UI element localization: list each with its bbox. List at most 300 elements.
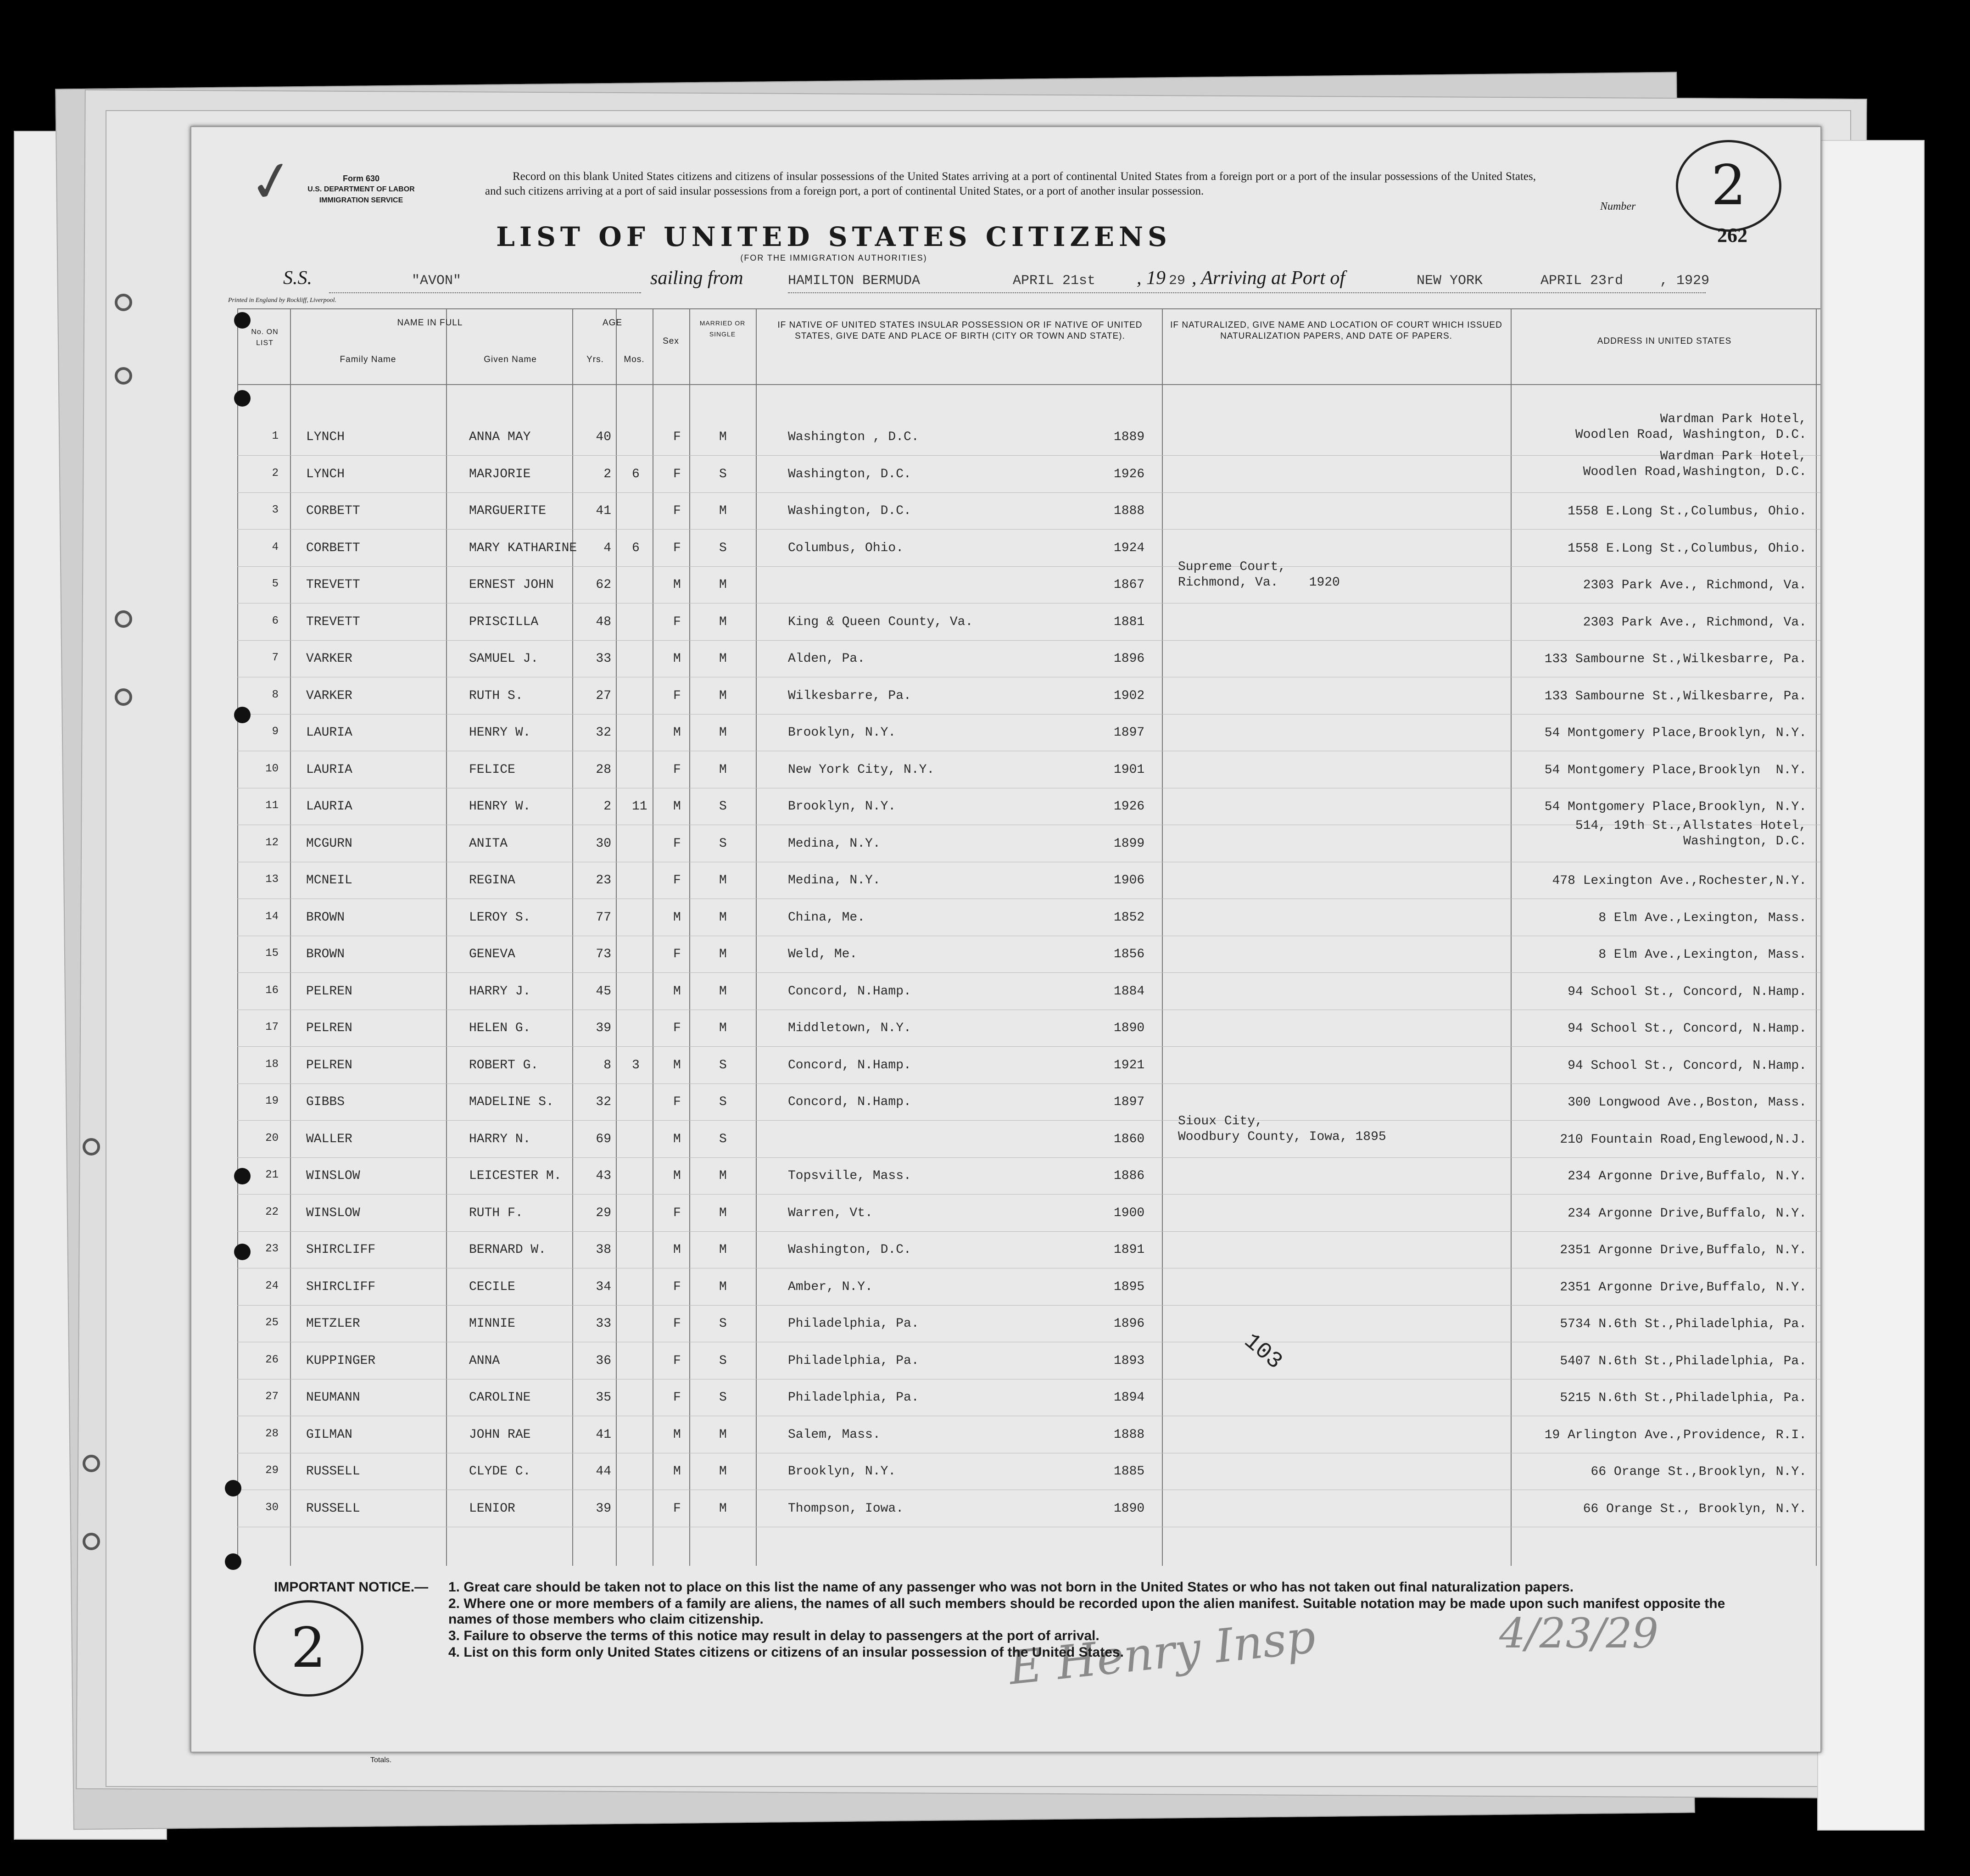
cell-address: 66 Orange St., Brooklyn, N.Y. [1583, 1502, 1807, 1516]
cell-sex: F [673, 430, 681, 444]
cell-no: 18 [265, 1058, 279, 1071]
departure-year: 29 [1169, 273, 1186, 289]
page-title: LIST OF UNITED STATES CITIZENS [496, 221, 1172, 252]
cell-birthyear: 1924 [1114, 541, 1145, 555]
cell-yrs: 4 [603, 541, 611, 555]
cell-married: M [719, 873, 727, 888]
header-rule [237, 384, 1820, 385]
cell-yrs: 40 [596, 430, 611, 444]
cell-birthplace: Brooklyn, N.Y. [788, 799, 896, 814]
header-married: MARRIED OR SINGLE [699, 319, 746, 338]
table-row [237, 642, 1820, 679]
cell-sex: F [673, 836, 681, 851]
cell-yrs: 41 [596, 504, 611, 518]
cell-birthplace: Warren, Vt. [788, 1206, 873, 1220]
arrival-year: , 1929 [1660, 273, 1710, 289]
table-row [237, 560, 1820, 605]
cell-given: CAROLINE [469, 1390, 531, 1405]
cell-married: M [719, 1021, 727, 1035]
cell-birthplace: Alden, Pa. [788, 652, 865, 666]
cell-yrs: 33 [596, 1317, 611, 1331]
cell-birthyear: 1897 [1114, 726, 1145, 740]
cell-sex: F [673, 1390, 681, 1405]
cell-address: 514, 19th St.,Allstates Hotel, Washington, D.C. [1575, 818, 1807, 849]
header-name: NAME IN FULL [397, 318, 463, 328]
cell-address: 94 School St., Concord, N.Hamp. [1568, 984, 1807, 999]
cell-address: 94 School St., Concord, N.Hamp. [1568, 1058, 1807, 1073]
table-row [237, 975, 1820, 1012]
cell-birthyear: 1926 [1114, 467, 1145, 481]
cell-no: 7 [272, 652, 279, 664]
header-address: ADDRESS IN UNITED STATES [1597, 336, 1732, 346]
cell-birthplace: China, Me. [788, 910, 865, 925]
cell-married: S [719, 1132, 727, 1146]
cell-no: 27 [265, 1390, 279, 1403]
cell-given: MARGUERITE [469, 504, 547, 518]
cell-birthyear: 1896 [1114, 652, 1145, 666]
cell-birthyear: 1856 [1114, 947, 1145, 961]
cell-birthyear: 1884 [1114, 984, 1145, 999]
row-rule [237, 1046, 1820, 1047]
punch-hole [234, 390, 251, 407]
cell-given: ANITA [469, 836, 508, 851]
cell-given: ROBERT G. [469, 1058, 539, 1072]
form-identifier [269, 173, 453, 206]
notice-item: 3. Failure to observe the terms of this notice may result in delay to passengers at the port of arrival. [448, 1628, 1099, 1643]
cell-given: PRISCILLA [469, 614, 539, 629]
cell-birthplace: Medina, N.Y. [788, 873, 881, 888]
cell-birthplace: Philadelphia, Pa. [788, 1353, 919, 1368]
cell-sex: M [673, 1427, 681, 1442]
cell-sex: F [673, 1021, 681, 1035]
cell-address: 5407 N.6th St.,Philadelphia, Pa. [1560, 1354, 1807, 1368]
cell-birthyear: 1896 [1114, 1317, 1145, 1331]
cell-no: 10 [265, 762, 279, 775]
cell-birthyear: 1890 [1114, 1021, 1145, 1035]
cell-no: 13 [265, 873, 279, 886]
cell-married: S [719, 836, 727, 851]
cell-birthplace: Washington , D.C. [788, 430, 919, 444]
cell-family: RUSSELL [306, 1464, 360, 1479]
punch-hole [234, 1168, 251, 1184]
row-rule [237, 529, 1820, 530]
cell-no: 6 [272, 614, 279, 627]
cell-married: S [719, 1058, 727, 1072]
cell-given: SAMUEL J. [469, 652, 539, 666]
cell-birthplace: Washington, D.C. [788, 504, 911, 518]
cell-no: 3 [272, 504, 279, 516]
cell-married: M [719, 578, 727, 592]
cell-given: BERNARD W. [469, 1243, 547, 1257]
row-rule [237, 566, 1820, 567]
cell-family: WALLER [306, 1132, 352, 1146]
cell-given: HENRY W. [469, 726, 531, 740]
row-rule [237, 972, 1820, 973]
cell-yrs: 30 [596, 836, 611, 851]
cell-birthyear: 1899 [1114, 836, 1145, 851]
cell-yrs: 35 [596, 1390, 611, 1405]
cell-family: WINSLOW [306, 1206, 360, 1220]
table-row [237, 1114, 1820, 1160]
cell-sex: F [673, 541, 681, 555]
cell-given: MARJORIE [469, 467, 531, 481]
cell-married: M [719, 504, 727, 518]
cell-given: HENRY W. [469, 799, 531, 814]
cell-given: LEROY S. [469, 910, 531, 925]
service: IMMIGRATION SERVICE [319, 196, 403, 204]
cell-yrs: 39 [596, 1021, 611, 1035]
cell-no: 15 [265, 947, 279, 960]
cell-birthyear: 1860 [1114, 1132, 1145, 1146]
row-rule [237, 492, 1820, 493]
cell-no: 17 [265, 1021, 279, 1033]
intro-paragraph: Record on this blank United States citizens and citizens of insular possessions of the United States arriving at a port of continental United States from a foreign port or a port of the insular possessions of the United States, and such citizens arriving at a port of said insular possessions from a foreign port, a port of continental United States, or a port of another insular possession. [485, 170, 1536, 197]
cell-no: 29 [265, 1464, 279, 1477]
cell-family: GILMAN [306, 1427, 352, 1442]
ship-name: "AVON" [412, 273, 462, 289]
cell-given: HARRY N. [469, 1132, 531, 1146]
notice-list [448, 1580, 1733, 1661]
cell-sex: M [673, 1132, 681, 1146]
row-rule [237, 1157, 1820, 1158]
cell-married: M [719, 1206, 727, 1220]
cell-sex: M [673, 799, 681, 814]
cell-family: WINSLOW [306, 1169, 360, 1183]
cell-given: GENEVA [469, 947, 515, 961]
cell-given: HELEN G. [469, 1021, 531, 1035]
header-age: AGE [602, 318, 623, 328]
cell-sex: M [673, 1464, 681, 1479]
totals-label: Totals. [370, 1756, 392, 1764]
cell-no: 5 [272, 578, 279, 590]
cell-birthyear: 1921 [1114, 1058, 1145, 1072]
cell-address: 478 Lexington Ave.,Rochester,N.Y. [1552, 874, 1807, 888]
cell-address: 8 Elm Ave.,Lexington, Mass. [1598, 948, 1807, 962]
cell-sex: F [673, 762, 681, 777]
cell-sex: F [673, 1206, 681, 1220]
cell-yrs: 62 [596, 578, 611, 592]
signature-date: 4/23/29 [1499, 1609, 1658, 1658]
cell-address: 2351 Argonne Drive,Buffalo, N.Y. [1560, 1280, 1807, 1295]
cell-family: RUSSELL [306, 1501, 360, 1516]
cell-no: 1 [272, 430, 279, 442]
table-row [237, 680, 1820, 716]
cell-birthplace: Columbus, Ohio. [788, 541, 904, 555]
header-family: Family Name [340, 355, 396, 364]
cell-no: 19 [265, 1095, 279, 1107]
row-rule [237, 1231, 1820, 1232]
cell-birthplace: Amber, N.Y. [788, 1279, 873, 1294]
table-row [237, 901, 1820, 938]
cell-birthyear: 1888 [1114, 504, 1145, 518]
cell-birthplace: King & Queen County, Va. [788, 614, 973, 629]
cell-given: FELICE [469, 762, 515, 777]
cell-family: LYNCH [306, 467, 345, 481]
cell-given: HARRY J. [469, 984, 531, 999]
cell-given: ANNA MAY [469, 430, 531, 444]
punch-hole [225, 1480, 241, 1496]
cell-yrs: 2 [603, 467, 611, 481]
cell-address: 5734 N.6th St.,Philadelphia, Pa. [1560, 1317, 1807, 1331]
punch-hole [83, 1138, 100, 1156]
table-row [237, 1086, 1820, 1122]
cell-yrs: 38 [596, 1243, 611, 1257]
cell-naturalized: Supreme Court, Richmond, Va. 1920 [1178, 560, 1340, 590]
cell-family: LAURIA [306, 726, 352, 740]
cell-family: VARKER [306, 652, 352, 666]
cell-no: 9 [272, 726, 279, 738]
cell-birthyear: 1889 [1114, 430, 1145, 444]
page-subtitle: (FOR THE IMMIGRATION AUTHORITIES) [740, 253, 927, 262]
cell-no: 21 [265, 1169, 279, 1181]
cell-no: 12 [265, 836, 279, 849]
cell-address: 94 School St., Concord, N.Hamp. [1568, 1022, 1807, 1036]
notice-heading: IMPORTANT NOTICE.— [274, 1580, 429, 1595]
cell-birthplace: Medina, N.Y. [788, 836, 881, 851]
cell-given: MINNIE [469, 1317, 515, 1331]
cell-birthyear: 1893 [1114, 1353, 1145, 1368]
cell-no: 20 [265, 1132, 279, 1145]
arrival-port: NEW YORK [1417, 273, 1483, 289]
cell-birthyear: 1902 [1114, 688, 1145, 703]
cell-address: 8 Elm Ave.,Lexington, Mass. [1598, 910, 1807, 925]
cell-birthplace: Philadelphia, Pa. [788, 1317, 919, 1331]
cell-family: TREVETT [306, 578, 360, 592]
inspector-signature: E Henry Insp [1006, 1609, 1318, 1695]
cell-no: 8 [272, 688, 279, 701]
cell-birthplace: Salem, Mass. [788, 1427, 881, 1442]
cell-address: 300 Longwood Ave.,Boston, Mass. [1568, 1095, 1807, 1110]
cell-married: S [719, 467, 727, 481]
cell-birthplace: Concord, N.Hamp. [788, 984, 911, 999]
cell-family: LAURIA [306, 799, 352, 814]
punch-hole [234, 312, 251, 329]
header-sex: Sex [663, 336, 679, 346]
cell-yrs: 36 [596, 1353, 611, 1368]
cell-address: 234 Argonne Drive,Buffalo, N.Y. [1568, 1206, 1807, 1221]
cell-birthyear: 1891 [1114, 1243, 1145, 1257]
cell-birthyear: 1901 [1114, 762, 1145, 777]
cell-address: 54 Montgomery Place,Brooklyn N.Y. [1544, 763, 1807, 777]
table-row [237, 495, 1820, 531]
cell-family: TREVETT [306, 614, 360, 629]
cell-address: 54 Montgomery Place,Brooklyn, N.Y. [1544, 726, 1807, 740]
cell-mos: 11 [632, 799, 647, 814]
cell-yrs: 45 [596, 984, 611, 999]
cell-sex: M [673, 1058, 681, 1072]
punch-hole [234, 707, 251, 723]
cell-married: S [719, 1095, 727, 1109]
cell-family: MCGURN [306, 836, 352, 851]
arriving-label: , Arriving at Port of [1192, 268, 1345, 289]
cell-birthplace: Wilkesbarre, Pa. [788, 688, 911, 703]
cell-married: M [719, 1243, 727, 1257]
cell-sex: F [673, 873, 681, 888]
cell-mos: 6 [632, 541, 640, 555]
cell-no: 26 [265, 1353, 279, 1366]
cell-given: RUTH S. [469, 688, 523, 703]
cell-no: 11 [265, 799, 279, 812]
row-rule [237, 1194, 1820, 1195]
printer-credit: Printed in England by Rockliff, Liverpool. [228, 297, 337, 304]
arrival-date: APRIL 23rd [1540, 273, 1624, 289]
cell-sex: F [673, 614, 681, 629]
cell-naturalized: Sioux City, Woodbury County, Iowa, 1895 [1178, 1114, 1386, 1144]
cell-married: M [719, 910, 727, 925]
header-naturalized: IF NATURALIZED, GIVE NAME AND LOCATION OF COURT WHICH ISSUED NATURALIZATION PAPERS, AND DATE OF PAPERS. [1170, 320, 1502, 341]
cell-given: RUTH F. [469, 1206, 523, 1220]
cell-no: 25 [265, 1317, 279, 1329]
cell-birthyear: 1852 [1114, 910, 1145, 925]
table-row [237, 818, 1820, 864]
cell-address: 2351 Argonne Drive,Buffalo, N.Y. [1560, 1243, 1807, 1257]
cell-birthyear: 1885 [1114, 1464, 1145, 1479]
cell-yrs: 27 [596, 688, 611, 703]
sailing-label: sailing from [650, 268, 743, 289]
cell-married: M [719, 652, 727, 666]
cell-birthyear: 1926 [1114, 799, 1145, 814]
cell-birthplace: Brooklyn, N.Y. [788, 726, 896, 740]
cell-given: LENIOR [469, 1501, 515, 1516]
cell-given: LEICESTER M. [469, 1169, 562, 1183]
row-rule [237, 714, 1820, 715]
cell-mos: 3 [632, 1058, 640, 1072]
cell-yrs: 29 [596, 1206, 611, 1220]
table-row [237, 532, 1820, 569]
cell-married: S [719, 1317, 727, 1331]
header-mos: Mos. [624, 355, 645, 364]
underlying-page-right [1817, 140, 1925, 1831]
cell-sex: M [673, 1243, 681, 1257]
cell-given: REGINA [469, 873, 515, 888]
cell-sex: F [673, 947, 681, 961]
cell-birthyear: 1881 [1114, 614, 1145, 629]
cell-given: JOHN RAE [469, 1427, 531, 1442]
cell-family: KUPPINGER [306, 1353, 376, 1368]
cell-sex: M [673, 726, 681, 740]
cell-sex: F [673, 1353, 681, 1368]
cell-no: 14 [265, 910, 279, 923]
header-birth: IF NATIVE OF UNITED STATES INSULAR POSSESSION OR IF NATIVE OF UNITED STATES, GIVE DATE AND PLACE OF BIRTH (CITY OR TOWN AND STATE). [777, 320, 1143, 341]
cell-family: LYNCH [306, 430, 345, 444]
cell-sex: M [673, 652, 681, 666]
table-top-rule [237, 308, 1820, 309]
cell-given: ERNEST JOHN [469, 578, 554, 592]
cell-no: 16 [265, 984, 279, 997]
table-row [237, 1492, 1820, 1529]
punch-hole [83, 1533, 100, 1550]
cell-yrs: 44 [596, 1464, 611, 1479]
cell-sex: F [673, 1279, 681, 1294]
cell-address: 19 Arlington Ave.,Providence, R.I. [1544, 1428, 1807, 1442]
cell-given: MADELINE S. [469, 1095, 554, 1109]
handwritten-check-mark: ✓ [244, 148, 300, 216]
cell-married: M [719, 762, 727, 777]
cell-address: Wardman Park Hotel, Woodlen Road, Washington, D.C. [1575, 412, 1807, 442]
cell-married: M [719, 984, 727, 999]
cell-yrs: 73 [596, 947, 611, 961]
cell-birthplace: Brooklyn, N.Y. [788, 1464, 896, 1479]
cell-given: CLYDE C. [469, 1464, 531, 1479]
punch-hole [83, 1455, 100, 1472]
cell-family: NEUMANN [306, 1390, 360, 1405]
cell-no: 30 [265, 1501, 279, 1514]
cell-birthyear: 1894 [1114, 1390, 1145, 1405]
cell-birthplace: Washington, D.C. [788, 467, 911, 481]
cell-family: PELREN [306, 984, 352, 999]
table-row [237, 716, 1820, 753]
cell-married: M [719, 1501, 727, 1516]
cell-family: MCNEIL [306, 873, 352, 888]
table-row [237, 1345, 1820, 1381]
cell-family: GIBBS [306, 1095, 345, 1109]
cell-address: 2303 Park Ave., Richmond, Va. [1583, 615, 1807, 630]
table-row [237, 1012, 1820, 1049]
table-row [237, 1455, 1820, 1492]
cell-married: S [719, 799, 727, 814]
cell-married: M [719, 1427, 727, 1442]
cell-yrs: 43 [596, 1169, 611, 1183]
row-rule [237, 1120, 1820, 1121]
cell-yrs: 41 [596, 1427, 611, 1442]
cell-birthplace: Thompson, Iowa. [788, 1501, 904, 1516]
departure-date: APRIL 21st [1013, 273, 1096, 289]
cell-family: METZLER [306, 1317, 360, 1331]
cell-family: BROWN [306, 947, 345, 961]
cell-married: M [719, 430, 727, 444]
table-row [237, 1197, 1820, 1234]
cell-yrs: 34 [596, 1279, 611, 1294]
cell-birthyear: 1906 [1114, 873, 1145, 888]
cell-sex: F [673, 688, 681, 703]
cell-family: VARKER [306, 688, 352, 703]
cell-sex: M [673, 1169, 681, 1183]
cell-yrs: 23 [596, 873, 611, 888]
cell-birthplace: New York City, N.Y. [788, 762, 935, 777]
row-rule [237, 640, 1820, 641]
cell-family: SHIRCLIFF [306, 1243, 376, 1257]
cell-family: PELREN [306, 1021, 352, 1035]
department: U.S. DEPARTMENT OF LABOR [307, 185, 415, 193]
table-row [237, 1418, 1820, 1455]
cell-birthplace: Middletown, N.Y. [788, 1021, 911, 1035]
table-row [237, 1381, 1820, 1418]
cell-yrs: 32 [596, 1095, 611, 1109]
cell-married: S [719, 1390, 727, 1405]
cell-yrs: 39 [596, 1501, 611, 1516]
cell-birthplace: Concord, N.Hamp. [788, 1095, 911, 1109]
cell-sex: F [673, 467, 681, 481]
punch-hole [115, 688, 132, 706]
table-row [237, 606, 1820, 642]
cell-sex: M [673, 910, 681, 925]
cell-address: 133 Sambourne St.,Wilkesbarre, Pa. [1544, 652, 1807, 666]
cell-birthyear: 1886 [1114, 1169, 1145, 1183]
cell-birthyear: 1890 [1114, 1501, 1145, 1516]
punch-hole [234, 1244, 251, 1260]
cell-no: 24 [265, 1279, 279, 1292]
cell-birthyear: 1900 [1114, 1206, 1145, 1220]
cell-address: 210 Fountain Road,Englewood,N.J. [1560, 1132, 1807, 1147]
cell-yrs: 33 [596, 652, 611, 666]
cell-family: LAURIA [306, 762, 352, 777]
ship-label: S.S. [283, 268, 312, 289]
cell-no: 2 [272, 467, 279, 480]
cell-birthyear: 1867 [1114, 578, 1145, 592]
cell-married: S [719, 541, 727, 555]
table-row [237, 1307, 1820, 1344]
cell-married: M [719, 947, 727, 961]
